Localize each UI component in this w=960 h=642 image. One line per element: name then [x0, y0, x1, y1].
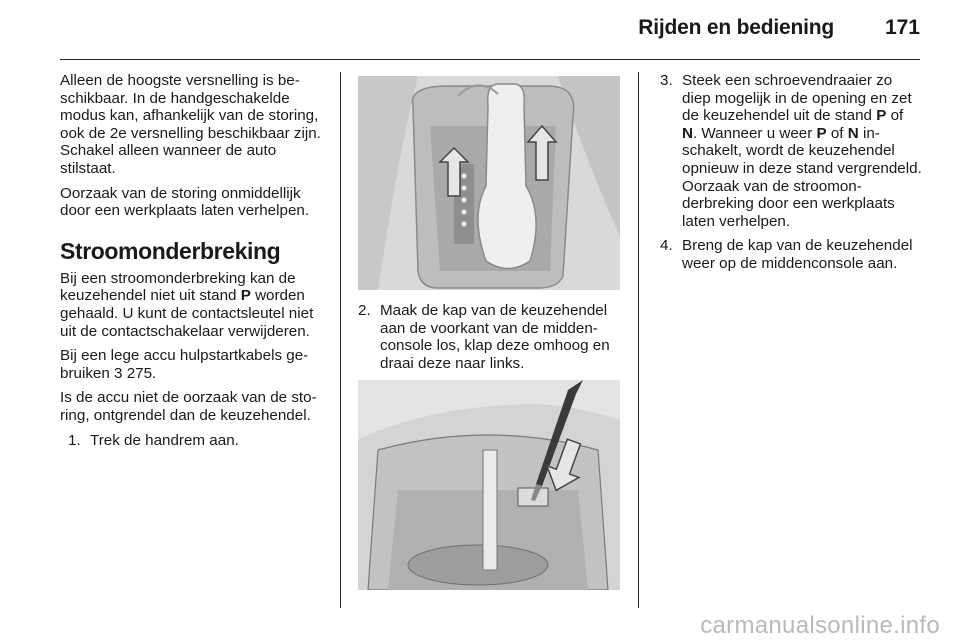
step-number: 4. [660, 237, 673, 255]
step-item [660, 72, 922, 230]
step-number: 2. [358, 302, 371, 319]
illustration-screwdriver [358, 380, 620, 590]
watermark: carmanualsonline.info [700, 612, 940, 639]
step-number: 1. [68, 431, 81, 449]
section-title: Rijden en bediening [638, 16, 834, 39]
header-divider [60, 59, 920, 60]
step-item [358, 302, 622, 372]
step-text: Breng de kap van de keuzehendel weer op de middenconsole aan. [682, 237, 913, 272]
step-number: 3. [660, 72, 673, 89]
column-divider-2 [638, 72, 639, 608]
step-item [60, 432, 328, 450]
section-heading: Stroomonderbreking [60, 237, 281, 264]
column-divider-1 [340, 72, 341, 608]
column-1 [60, 72, 328, 456]
paragraph: Alleen de hoogste versnelling is beschikbaar. In de handgeschakelde modus kan, afhankelijk van de storing, ook de 2e versnelling beschikbaar zijn. Schakel alleen wanneer de auto stilstaat. [60, 72, 321, 177]
page-number: 171 [884, 16, 920, 39]
illustration-gear-selector [358, 76, 620, 290]
page-reference: 3 275. [114, 364, 157, 382]
paragraph: Oorzaak van de storing onmiddellijk door een werkplaats laten verhelpen. [60, 184, 310, 220]
paragraph: Bij een lege accu hulpstartkabels gebruiken 3 275. [60, 347, 309, 382]
step-text: Steek een schroevendraaier zo diep mogelijk in de opening en zet de keuzehendel uit de stand P of N. Wanneer u weer P of N inschakelt, wordt de keuzehendel opnieuw in deze stand vergrendeld. Oorzaak van de stroomonderbreking door een werkplaats laten verhelpen. [682, 72, 922, 230]
step-text: Trek de handrem aan. [90, 431, 239, 449]
column-3 [660, 72, 922, 280]
step-text: Maak de kap van de keuzehendel aan de voorkant van de middenconsole los, klap deze omhoog en draai deze naar links. [380, 302, 610, 372]
paragraph: Is de accu niet de oorzaak van de storing, ontgrendel dan de keuzehendel. [60, 389, 317, 424]
column-2 [358, 72, 622, 590]
step-item [660, 237, 922, 272]
paragraph: Bij een stroomonderbreking kan de keuzehendel niet uit stand P worden gehaald. U kunt de contactsleutel niet uit de contactschakelaar verwijderen. [60, 269, 314, 340]
